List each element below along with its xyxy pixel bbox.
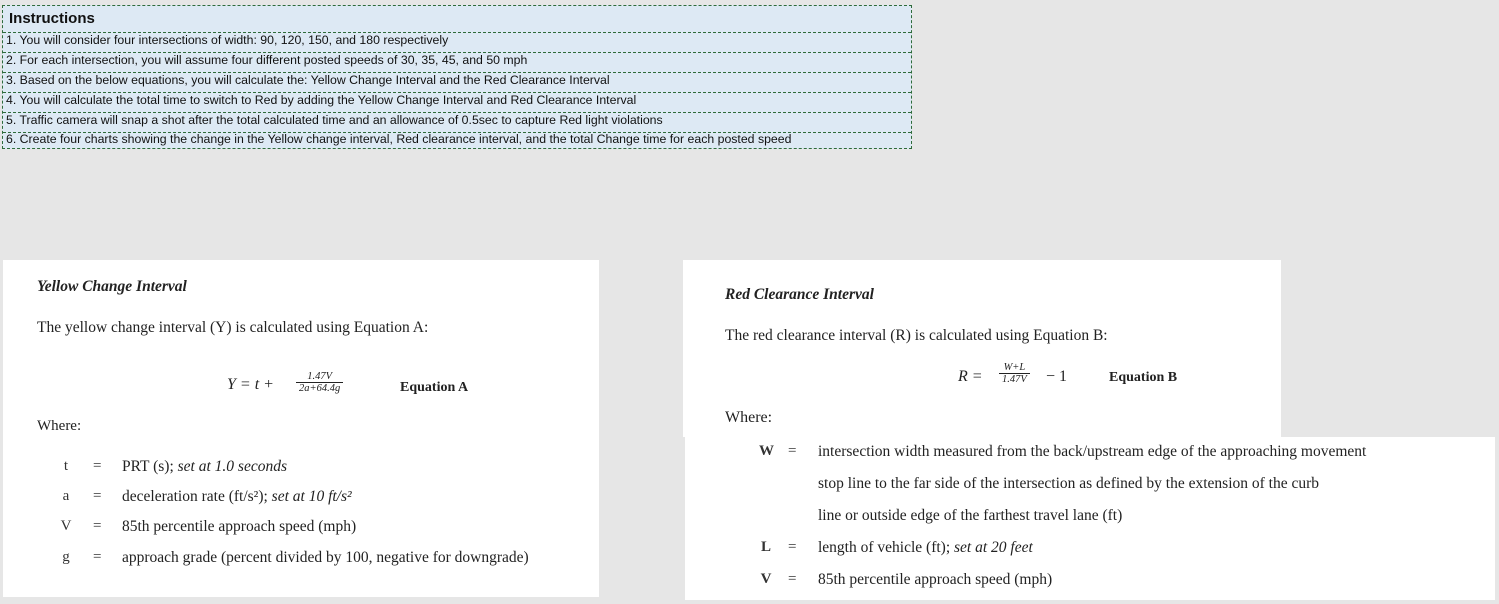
red-definitions-panel (685, 437, 1495, 600)
def-symbol-v: V (760, 571, 772, 587)
def-text-w-line2: stop line to the far side of the intersection as defined by the extension of the curb (818, 475, 1320, 492)
def-symbol-g: g (62, 549, 70, 565)
equation-a-denominator: 2a+64.4g (296, 382, 343, 394)
def-equals: = (788, 571, 797, 587)
instruction-item-3: 3. Based on the below equations, you will calculate the: Yellow Change Interval and the Red Clearance Interval (6, 73, 610, 87)
equation-b-numerator: W+L (1003, 362, 1026, 373)
equation-b-denominator: 1.47V (999, 373, 1030, 385)
equation-b-lhs: R = (958, 368, 983, 385)
yellow-heading: Yellow Change Interval (37, 278, 187, 295)
red-where: Where: (725, 409, 773, 426)
def-text-a: deceleration rate (ft/s²); set at 10 ft/s² (122, 488, 352, 505)
def-text-t: PRT (s); set at 1.0 seconds (122, 458, 287, 475)
instruction-item-6: 6. Create four charts showing the change in the Yellow change interval, Red clearance interval, and the total Change time for each posted speed (6, 132, 792, 146)
instruction-item-4: 4. You will calculate the total time to switch to Red by adding the Yellow Change Interval and Red Clearance Interval (6, 93, 637, 107)
instructions-title: Instructions (9, 10, 95, 27)
red-heading: Red Clearance Interval (725, 286, 874, 303)
yellow-change-panel (3, 260, 599, 597)
red-intro: The red clearance interval (R) is calculated using Equation B: (725, 327, 1108, 344)
equation-a-fraction (296, 371, 343, 394)
def-symbol-a: a (62, 488, 70, 504)
def-equals: = (93, 488, 102, 504)
def-equals: = (788, 443, 797, 459)
instruction-item-2: 2. For each intersection, you will assume four different posted speeds of 30, 35, 45, and 50 mph (6, 53, 528, 67)
def-text-v: 85th percentile approach speed (mph) (818, 571, 1053, 588)
yellow-intro: The yellow change interval (Y) is calculated using Equation A: (37, 319, 429, 336)
red-clearance-panel (683, 260, 1281, 437)
instruction-item-5: 5. Traffic camera will snap a shot after the total calculated time and an allowance of 0.5sec to capture Red light violations (6, 113, 663, 127)
yellow-where: Where: (37, 418, 82, 434)
def-equals: = (93, 458, 102, 474)
equation-a-label: Equation A (400, 380, 469, 395)
equation-b-tail: − 1 (1046, 368, 1068, 385)
def-symbol-t: t (63, 458, 69, 474)
def-text-g: approach grade (percent divided by 100, negative for downgrade) (122, 549, 529, 566)
instruction-item-1: 1. You will consider four intersections of width: 90, 120, 150, and 180 respectively (6, 33, 449, 47)
def-text-w-line3: line or outside edge of the farthest travel lane (ft) (818, 507, 1123, 524)
def-symbol-l: L (760, 539, 771, 555)
def-equals: = (93, 518, 102, 534)
equation-b-fraction (999, 362, 1030, 385)
def-text-l: length of vehicle (ft); set at 20 feet (818, 539, 1033, 556)
equation-a-numerator: 1.47V (307, 371, 332, 382)
def-equals: = (93, 549, 102, 565)
equation-a-lhs: Y = t + (227, 376, 274, 393)
def-text-v: 85th percentile approach speed (mph) (122, 518, 357, 535)
equation-b-label: Equation B (1109, 370, 1178, 385)
def-text-w-line1: intersection width measured from the back/upstream edge of the approaching movement (818, 443, 1367, 460)
instructions-box (2, 5, 912, 149)
def-symbol-w: W (759, 443, 774, 459)
def-equals: = (788, 539, 797, 555)
def-symbol-v: V (60, 518, 72, 534)
